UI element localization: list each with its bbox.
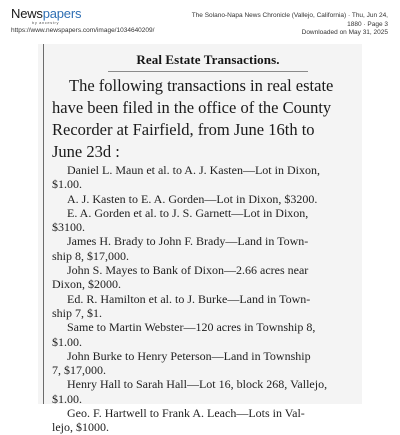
newspaper-clipping: [38, 44, 362, 435]
transaction-line: Dixon, $2000.: [52, 277, 121, 292]
page-header: [0, 0, 400, 44]
logo-wordmark-accent: papers: [42, 6, 82, 21]
citation-line: The Solano-Napa News Chronicle (Vallejo, California) · Thu, Jun 24,: [191, 12, 388, 19]
transaction-line: James H. Brady to John F. Brady—Land in Town-: [67, 234, 309, 249]
transaction-line: $1.00.: [52, 334, 82, 349]
newspapers-logo[interactable]: [11, 7, 81, 25]
transaction-line: Daniel L. Maun et al. to A. J. Kasten—Lot in Dixon,: [67, 163, 320, 177]
citation-line: 1880 · Page 3: [347, 20, 388, 28]
transaction-line: Henry Hall to Sarah Hall—Lot 16, block 268, Vallejo,: [67, 377, 328, 392]
transaction-line: John Burke to Henry Peterson—Land in Township: [67, 348, 311, 363]
transaction-line: Geo. F. Hartwell to Frank A. Leach—Lots in Val-: [67, 406, 305, 421]
clipping-url[interactable]: https://www.newspapers.com/image/1034640209/: [11, 27, 155, 34]
transaction-line: ship 8, $17,000.: [52, 248, 130, 263]
transaction-line: ship 7, $1.: [52, 305, 103, 320]
logo-tagline: by ancestry: [32, 20, 60, 25]
intro-line: Recorder at Fairfield, from June 16th to: [52, 120, 315, 139]
transaction-line: $3100.: [52, 220, 85, 235]
transaction-line: Ed. R. Hamilton et al. to J. Burke—Land in Town-: [67, 291, 311, 306]
transaction-line: lejo, $1000.: [52, 420, 109, 435]
transaction-line: Same to Martin Webster—120 acres in Township 8,: [67, 320, 316, 335]
headline-rule: [108, 71, 308, 72]
transaction-line: John S. Mayes to Bank of Dixon—2.66 acres near: [67, 263, 309, 278]
citation-line: Downloaded on May 31, 2025: [301, 29, 388, 37]
logo-wordmark-prefix: News: [11, 6, 43, 21]
transaction-list: [52, 163, 372, 435]
citation: [188, 12, 388, 38]
transaction-line: $1.00.: [52, 391, 82, 406]
transaction-line: 7, $17,000.: [52, 363, 106, 378]
transaction-line: A. J. Kasten to E. A. Gorden—Lot in Dixon, $3200.: [67, 191, 318, 206]
intro-line: have been filed in the office of the County: [52, 98, 332, 117]
intro-line: The following transactions in real estate: [69, 76, 334, 95]
intro-line: June 23d :: [52, 142, 120, 161]
article-headline: Real Estate Transactions.: [136, 52, 280, 67]
transaction-line: E. A. Gorden et al. to J. S. Garnett—Lot in Dixon,: [67, 205, 309, 220]
column-rule: [43, 44, 44, 404]
article-intro: [52, 75, 372, 163]
logo-wordmark: [11, 7, 81, 20]
transaction-line: $1.00.: [52, 177, 82, 192]
